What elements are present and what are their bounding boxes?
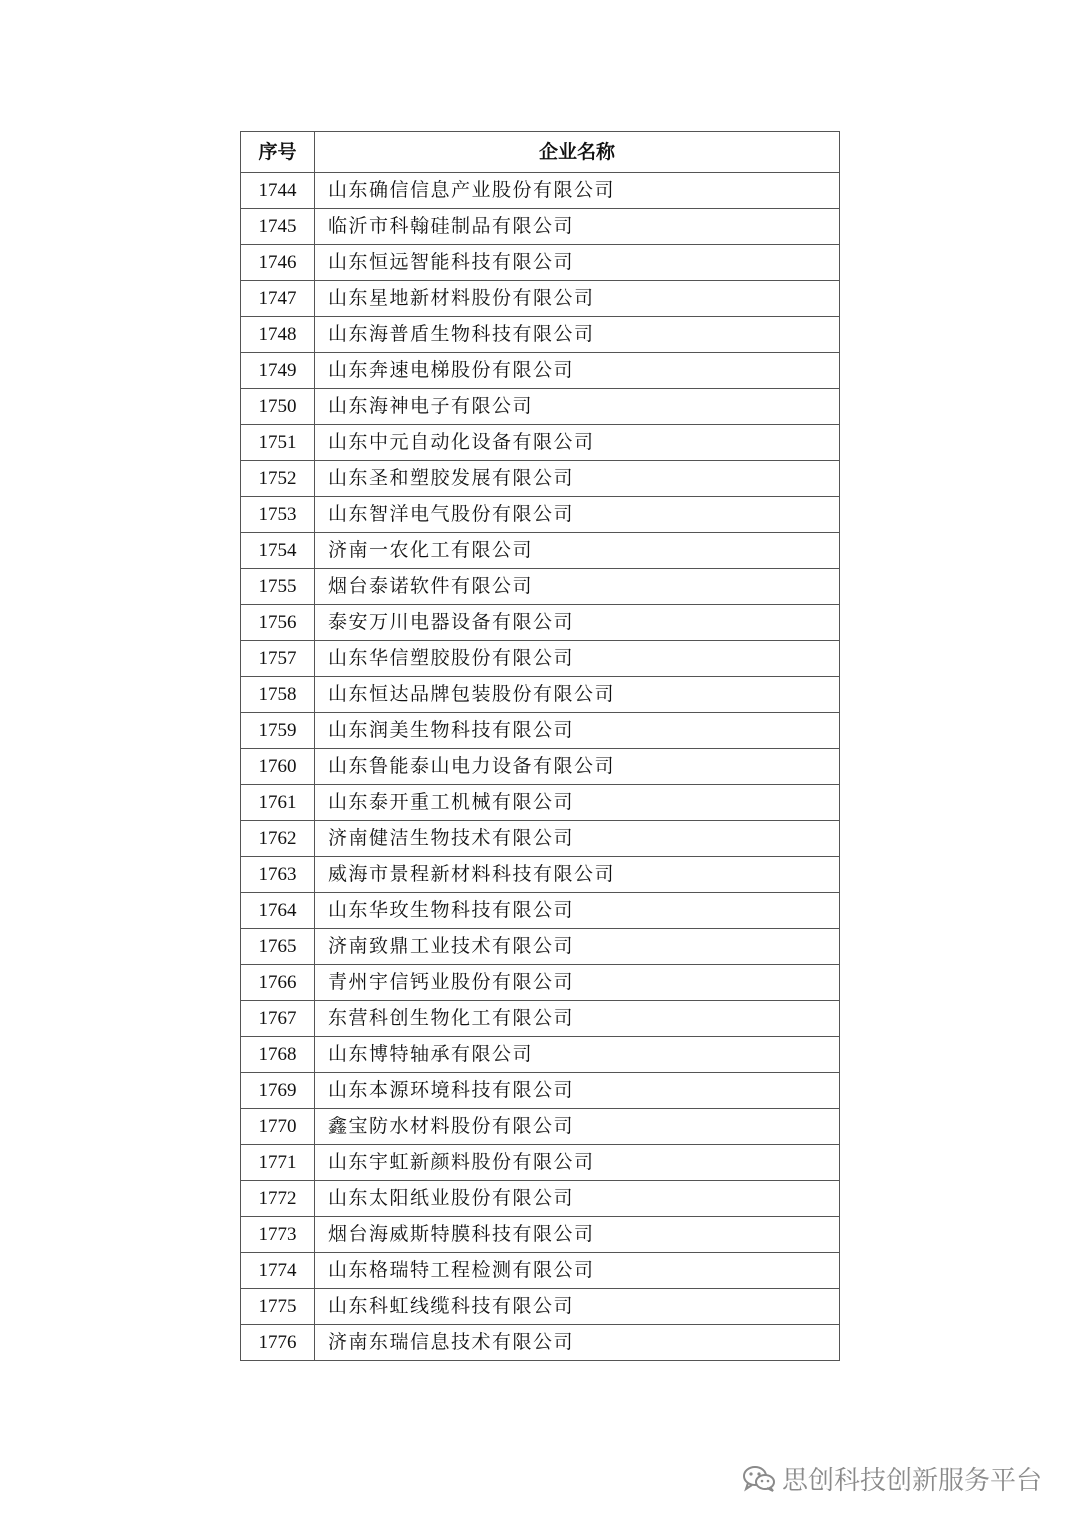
company-name-cell: 山东智洋电气股份有限公司 bbox=[315, 497, 840, 533]
company-name-cell: 山东海神电子有限公司 bbox=[315, 389, 840, 425]
serial-number-cell: 1761 bbox=[241, 785, 315, 821]
table-row bbox=[241, 461, 840, 497]
serial-number-cell: 1744 bbox=[241, 173, 315, 209]
serial-number-cell: 1754 bbox=[241, 533, 315, 569]
table-row bbox=[241, 677, 840, 713]
company-name-cell: 山东科虹线缆科技有限公司 bbox=[315, 1289, 840, 1325]
serial-number-cell: 1764 bbox=[241, 893, 315, 929]
watermark bbox=[742, 1460, 1042, 1497]
serial-number-cell: 1767 bbox=[241, 1001, 315, 1037]
company-name-cell: 济南致鼎工业技术有限公司 bbox=[315, 929, 840, 965]
table-row bbox=[241, 245, 840, 281]
company-name-cell: 山东华信塑胶股份有限公司 bbox=[315, 641, 840, 677]
company-name-cell: 山东恒远智能科技有限公司 bbox=[315, 245, 840, 281]
company-name-cell: 山东泰开重工机械有限公司 bbox=[315, 785, 840, 821]
company-name-cell: 东营科创生物化工有限公司 bbox=[315, 1001, 840, 1037]
company-name-cell: 山东华玫生物科技有限公司 bbox=[315, 893, 840, 929]
header-company-name: 企业名称 bbox=[315, 132, 840, 173]
serial-number-cell: 1774 bbox=[241, 1253, 315, 1289]
serial-number-cell: 1775 bbox=[241, 1289, 315, 1325]
serial-number-cell: 1749 bbox=[241, 353, 315, 389]
table-row bbox=[241, 1325, 840, 1361]
table-row bbox=[241, 713, 840, 749]
table-row bbox=[241, 965, 840, 1001]
header-row bbox=[241, 132, 840, 173]
serial-number-cell: 1766 bbox=[241, 965, 315, 1001]
company-name-cell: 山东确信信息产业股份有限公司 bbox=[315, 173, 840, 209]
company-list-table bbox=[240, 131, 840, 1361]
header-serial-number: 序号 bbox=[241, 132, 315, 173]
table-header bbox=[241, 132, 840, 173]
table-row bbox=[241, 893, 840, 929]
serial-number-cell: 1771 bbox=[241, 1145, 315, 1181]
table-row bbox=[241, 749, 840, 785]
company-name-cell: 青州宇信钙业股份有限公司 bbox=[315, 965, 840, 1001]
watermark-text: 思创科技创新服务平台 bbox=[781, 1466, 1042, 1496]
serial-number-cell: 1760 bbox=[241, 749, 315, 785]
serial-number-cell: 1769 bbox=[241, 1073, 315, 1109]
company-name-cell: 山东星地新材料股份有限公司 bbox=[315, 281, 840, 317]
serial-number-cell: 1746 bbox=[241, 245, 315, 281]
table-row bbox=[241, 1217, 840, 1253]
table-row bbox=[241, 1181, 840, 1217]
serial-number-cell: 1753 bbox=[241, 497, 315, 533]
table-row bbox=[241, 821, 840, 857]
table-row bbox=[241, 1073, 840, 1109]
serial-number-cell: 1751 bbox=[241, 425, 315, 461]
table-row bbox=[241, 1001, 840, 1037]
table-row bbox=[241, 929, 840, 965]
wechat-icon bbox=[742, 1465, 776, 1493]
company-name-cell: 烟台泰诺软件有限公司 bbox=[315, 569, 840, 605]
company-name-cell: 山东润美生物科技有限公司 bbox=[315, 713, 840, 749]
serial-number-cell: 1772 bbox=[241, 1181, 315, 1217]
serial-number-cell: 1759 bbox=[241, 713, 315, 749]
company-name-cell: 济南东瑞信息技术有限公司 bbox=[315, 1325, 840, 1361]
company-name-cell: 鑫宝防水材料股份有限公司 bbox=[315, 1109, 840, 1145]
table-row bbox=[241, 641, 840, 677]
table-row bbox=[241, 569, 840, 605]
serial-number-cell: 1750 bbox=[241, 389, 315, 425]
company-name-cell: 山东本源环境科技有限公司 bbox=[315, 1073, 840, 1109]
serial-number-cell: 1773 bbox=[241, 1217, 315, 1253]
table-row bbox=[241, 605, 840, 641]
table-row bbox=[241, 317, 840, 353]
table-row bbox=[241, 1253, 840, 1289]
serial-number-cell: 1748 bbox=[241, 317, 315, 353]
table-row bbox=[241, 281, 840, 317]
company-name-cell: 山东太阳纸业股份有限公司 bbox=[315, 1181, 840, 1217]
company-name-cell: 临沂市科翰硅制品有限公司 bbox=[315, 209, 840, 245]
serial-number-cell: 1768 bbox=[241, 1037, 315, 1073]
serial-number-cell: 1757 bbox=[241, 641, 315, 677]
table-row bbox=[241, 785, 840, 821]
company-name-cell: 威海市景程新材料科技有限公司 bbox=[315, 857, 840, 893]
company-name-cell: 山东中元自动化设备有限公司 bbox=[315, 425, 840, 461]
company-name-cell: 山东鲁能泰山电力设备有限公司 bbox=[315, 749, 840, 785]
company-name-cell: 山东格瑞特工程检测有限公司 bbox=[315, 1253, 840, 1289]
table-row bbox=[241, 209, 840, 245]
serial-number-cell: 1752 bbox=[241, 461, 315, 497]
table-row bbox=[241, 533, 840, 569]
table-row bbox=[241, 389, 840, 425]
serial-number-cell: 1745 bbox=[241, 209, 315, 245]
serial-number-cell: 1758 bbox=[241, 677, 315, 713]
company-name-cell: 山东圣和塑胶发展有限公司 bbox=[315, 461, 840, 497]
serial-number-cell: 1755 bbox=[241, 569, 315, 605]
table-row bbox=[241, 857, 840, 893]
table-row bbox=[241, 353, 840, 389]
company-name-cell: 山东奔速电梯股份有限公司 bbox=[315, 353, 840, 389]
company-name-cell: 烟台海威斯特膜科技有限公司 bbox=[315, 1217, 840, 1253]
table-row bbox=[241, 1289, 840, 1325]
company-name-cell: 山东恒达品牌包装股份有限公司 bbox=[315, 677, 840, 713]
table-row bbox=[241, 497, 840, 533]
serial-number-cell: 1763 bbox=[241, 857, 315, 893]
company-name-cell: 山东海普盾生物科技有限公司 bbox=[315, 317, 840, 353]
serial-number-cell: 1765 bbox=[241, 929, 315, 965]
company-name-cell: 山东博特轴承有限公司 bbox=[315, 1037, 840, 1073]
table-row bbox=[241, 425, 840, 461]
company-list-table-wrap bbox=[240, 131, 839, 1361]
company-name-cell: 山东宇虹新颜料股份有限公司 bbox=[315, 1145, 840, 1181]
serial-number-cell: 1756 bbox=[241, 605, 315, 641]
serial-number-cell: 1776 bbox=[241, 1325, 315, 1361]
serial-number-cell: 1747 bbox=[241, 281, 315, 317]
table-row bbox=[241, 1037, 840, 1073]
company-name-cell: 济南一农化工有限公司 bbox=[315, 533, 840, 569]
table-row bbox=[241, 1109, 840, 1145]
company-name-cell: 泰安万川电器设备有限公司 bbox=[315, 605, 840, 641]
table-row bbox=[241, 173, 840, 209]
serial-number-cell: 1770 bbox=[241, 1109, 315, 1145]
serial-number-cell: 1762 bbox=[241, 821, 315, 857]
table-body bbox=[241, 173, 840, 1361]
company-name-cell: 济南健洁生物技术有限公司 bbox=[315, 821, 840, 857]
table-row bbox=[241, 1145, 840, 1181]
